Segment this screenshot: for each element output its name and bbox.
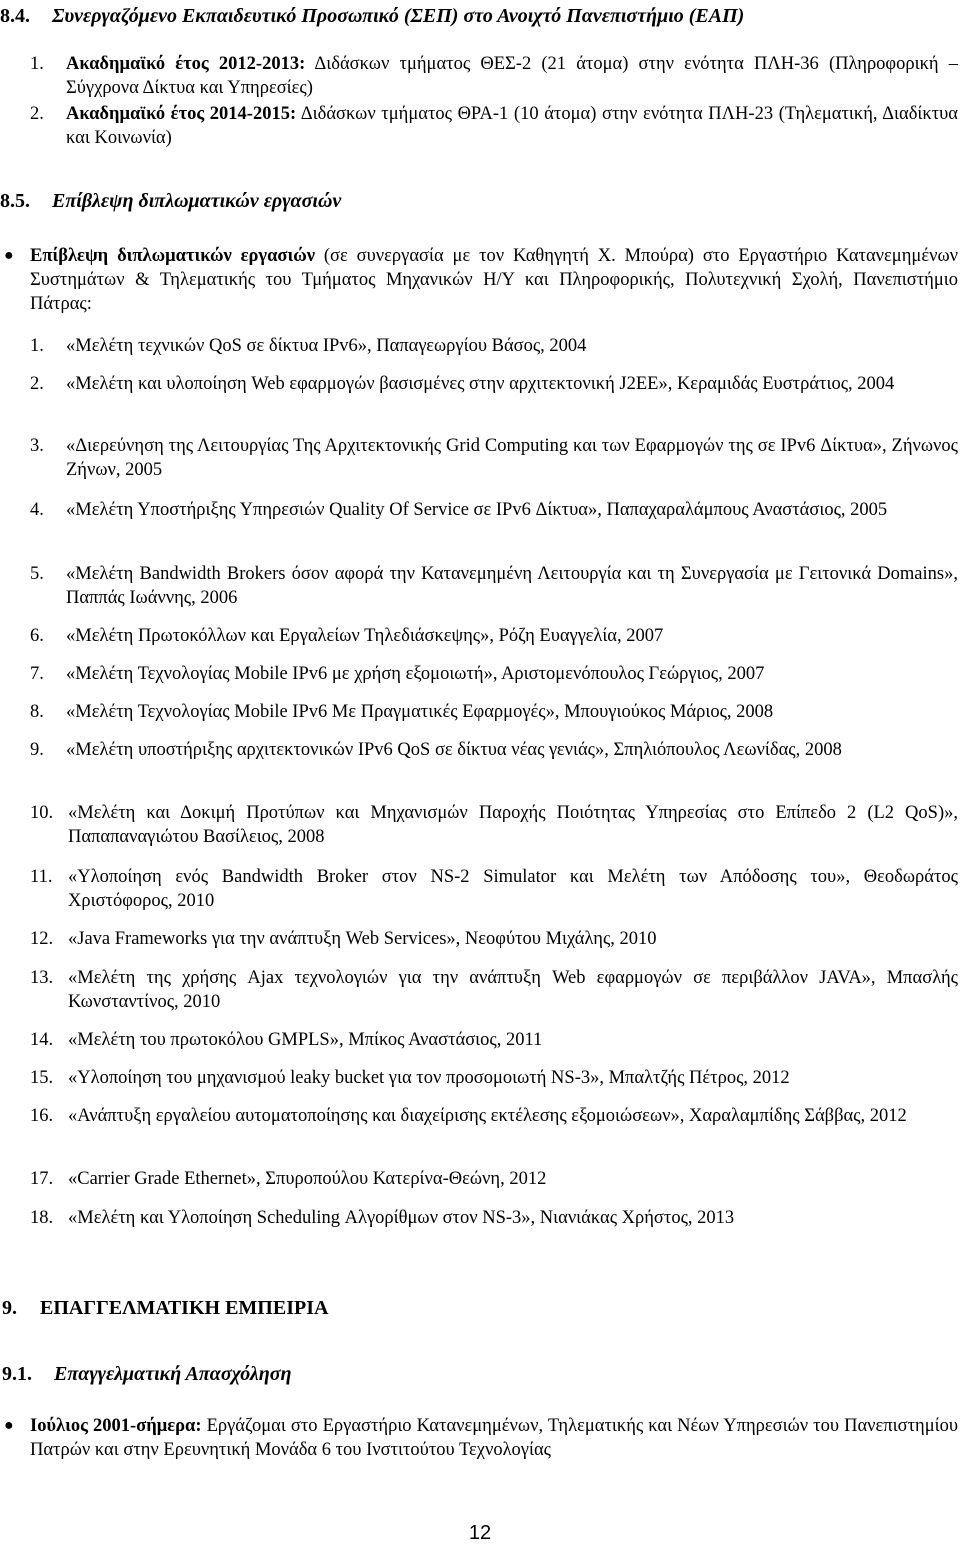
- bullet-text: [30, 1414, 958, 1462]
- page-number: 12: [468, 1522, 492, 1544]
- thesis-item: [30, 1028, 958, 1052]
- thesis-item: [30, 966, 958, 1014]
- section-title: Επίβλεψη διπλωματικών εργασιών: [52, 190, 342, 212]
- item-text: «Java Frameworks για την ανάπτυξη Web Services», Νεοφύτου Μιχάλης, 2010: [68, 929, 657, 949]
- item-number: 11.: [30, 867, 53, 887]
- item-number: 17.: [30, 1169, 54, 1189]
- item-text: «Μελέτη Υποστήριξης Υπηρεσιών Quality Of Service σε IPv6 Δίκτυα», Παπαχαραλάμπους Αναστάσιος, 2005: [66, 500, 888, 520]
- item-number: 4.: [30, 500, 44, 520]
- item-text: «Μελέτη και Δοκιμή Προτύπων και Μηχανισμών Παροχής Ποιότητας Υπηρεσίας στο Επίπεδο 2 (L2 QoS)», Παπαπαναγιώτου Βασίλειος, 2008: [68, 803, 958, 847]
- section-9-heading: [2, 1296, 958, 1320]
- item-text: «Μελέτη Πρωτοκόλλων και Εργαλείων Τηλεδιάσκεψης», Ρόζη Ευαγγελία, 2007: [66, 626, 664, 646]
- item-number: 15.: [30, 1068, 54, 1088]
- thesis-item: [30, 434, 958, 482]
- item-text: «Μελέτη του πρωτοκόλου GMPLS», Μπίκος Αναστάσιος, 2011: [68, 1030, 543, 1050]
- item-number: 3.: [30, 436, 44, 456]
- section-title: ΕΠΑΓΓΕΛΜΑΤΙΚΗ ΕΜΠΕΙΡΙΑ: [40, 1297, 329, 1319]
- section-9-1-heading: [2, 1362, 958, 1386]
- thesis-item: [30, 865, 958, 913]
- item-text: «Carrier Grade Ethernet», Σπυροπούλου Κατερίνα-Θεώνη, 2012: [68, 1169, 547, 1189]
- thesis-item: [30, 1167, 958, 1191]
- item-text: «Μελέτη Bandwidth Brokers όσον αφορά την Κατανεμημένη Λειτουργία και τη Συνεργασία με Γειτονικά Domains», Παππάς Ιωάννης, 2006: [66, 564, 958, 608]
- item-body: Διδάσκων τμήματος ΘΡΑ-1 (10 άτομα) στην ενότητα ΠΛΗ-23 (Τηλεματική, Διαδίκτυα και Κοινωνία): [66, 104, 958, 148]
- thesis-item: [30, 927, 958, 951]
- thesis-item: [30, 562, 958, 610]
- thesis-item: [30, 662, 958, 686]
- item-text: «Ανάπτυξη εργαλείου αυτοματοποίησης και διαχείρισης εκτέλεσης εξομοιώσεων», Χαραλαμπίδης Σάββας, 2012: [68, 1106, 907, 1126]
- bullet-item: [0, 244, 958, 316]
- thesis-item: [30, 334, 958, 358]
- bullet-body: (σε συνεργασία με τον Καθηγητή Χ. Μπούρα) στο Εργαστήριο Κατανεμημένων Συστημάτων & Τηλεματικής του Τμήματος Μηχανικών Η/Υ και Πληροφορικής, Πολυτεχνική Σχολή, Πανεπιστήμιο Πάτρας:: [30, 246, 958, 314]
- thesis-item: [30, 738, 958, 762]
- item-number: 1.: [30, 54, 44, 74]
- section-number: 9.1.: [2, 1363, 32, 1385]
- item-number: 7.: [30, 664, 44, 684]
- item-text: «Μελέτη υποστήριξης αρχιτεκτονικών IPv6 QoS σε δίκτυα νέας γενιάς», Σπηλιόπουλος Λεωνίδας, 2008: [66, 740, 842, 760]
- item-number: 2.: [30, 374, 44, 394]
- item-number: 18.: [30, 1208, 54, 1228]
- item-number: 8.: [30, 702, 44, 722]
- item-label: Ακαδημαϊκό έτος 2014-2015:: [66, 104, 297, 124]
- thesis-item: [30, 498, 958, 522]
- section-8-4-heading: [0, 4, 958, 28]
- thesis-item: [30, 801, 958, 849]
- item-number: 14.: [30, 1030, 54, 1050]
- item-number: 2.: [30, 104, 44, 124]
- item-number: 16.: [30, 1106, 54, 1126]
- item-text: [66, 52, 958, 100]
- item-text: «Υλοποίηση ενός Bandwidth Broker στον NS-2 Simulator και Μελέτη των Απόδοσης του», Θεοδωράτος Χριστόφορος, 2010: [68, 867, 958, 911]
- thesis-item: [30, 1066, 958, 1090]
- list-item: [30, 102, 958, 150]
- section-number: 8.5.: [0, 190, 30, 212]
- item-number: 12.: [30, 929, 54, 949]
- section-number: 8.4.: [0, 5, 30, 27]
- item-body: Διδάσκων τμήματος ΘΕΣ-2 (21 άτομα) στην ενότητα ΠΛΗ-36 (Πληροφορική – Σύγχρονα Δίκτυα και Υπηρεσίες): [66, 54, 958, 98]
- bullet-item: [0, 1414, 958, 1462]
- item-text: «Μελέτη Τεχνολογίας Mobile IPv6 Με Πραγματικές Εφαρμογές», Μπουγιούκος Μάριος, 2008: [66, 702, 774, 722]
- item-text: «Μελέτη Τεχνολογίας Mobile IPv6 με χρήση εξομοιωτή», Αριστομενόπουλος Γεώργιος, 2007: [66, 664, 765, 684]
- item-text: «Διερεύνηση της Λειτουργίας Της Αρχιτεκτονικής Grid Computing και των Εφαρμογών της σε IPv6 Δίκτυα», Ζήνωνος Ζήνων, 2005: [66, 436, 958, 480]
- thesis-item: [30, 1206, 958, 1230]
- item-number: 6.: [30, 626, 44, 646]
- thesis-item: [30, 624, 958, 648]
- bullet-label: Επίβλεψη διπλωματικών εργασιών: [30, 246, 315, 266]
- item-label: Ακαδημαϊκό έτος 2012-2013:: [66, 54, 306, 74]
- item-number: 1.: [30, 336, 44, 356]
- item-text: [66, 102, 958, 150]
- list-item: [30, 52, 958, 100]
- item-text: «Μελέτη τεχνικών QoS σε δίκτυα IPv6», Παπαγεωργίου Βάσος, 2004: [66, 336, 587, 356]
- thesis-item: [30, 372, 958, 396]
- section-title: Επαγγελματική Απασχόληση: [54, 1363, 292, 1385]
- item-number: 9.: [30, 740, 44, 760]
- thesis-item: [30, 700, 958, 724]
- section-number: 9.: [2, 1297, 17, 1319]
- bullet-icon: ●: [4, 247, 14, 264]
- bullet-text: [30, 244, 958, 316]
- section-8-5-heading: [0, 189, 958, 213]
- bullet-label: Ιούλιος 2001-σήμερα:: [30, 1416, 202, 1436]
- section-title: Συνεργαζόμενο Εκπαιδευτικό Προσωπικό (ΣΕΠ) στο Ανοιχτό Πανεπιστήμιο (ΕΑΠ): [52, 5, 745, 27]
- item-number: 10.: [30, 803, 54, 823]
- bullet-body: Εργάζομαι στο Εργαστήριο Κατανεμημένων, Τηλεματικής και Νέων Υπηρεσιών του Πανεπιστημίου Πατρών και στην Ερευνητική Μονάδα 6 του Ινστιτούτου Τεχνολογίας: [30, 1416, 958, 1460]
- thesis-item: [30, 1104, 958, 1128]
- item-number: 13.: [30, 968, 54, 988]
- item-number: 5.: [30, 564, 44, 584]
- item-text: «Μελέτη και Υλοποίηση Scheduling Αλγορίθμων στον NS-3», Νιανιάκας Χρήστος, 2013: [68, 1208, 735, 1228]
- item-text: «Μελέτη της χρήσης Ajax τεχνολογιών για την ανάπτυξη Web εφαρμογών σε περιβάλλον JAVA», Μπασλής Κωνσταντίνος, 2010: [68, 968, 958, 1012]
- bullet-icon: ●: [4, 1417, 14, 1434]
- item-text: «Μελέτη και υλοποίηση Web εφαρμογών βασισμένες στην αρχιτεκτονική J2EE», Κεραμιδάς Ευστράτιος, 2004: [66, 374, 895, 394]
- item-text: «Υλοποίηση του μηχανισμού leaky bucket για τον προσομοιωτή NS-3», Μπαλτζής Πέτρος, 2012: [68, 1068, 790, 1088]
